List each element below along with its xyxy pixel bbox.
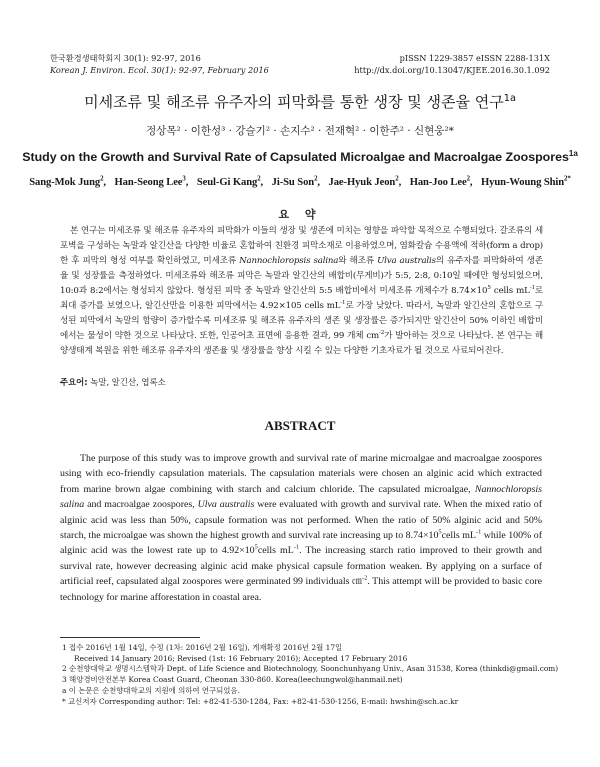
keywords-ko-list: 녹말, 알긴산, 엽록소 — [87, 377, 166, 387]
footnote-dates-en: Received 14 January 2016; Revised (1st: 16 February 2016); Accepted 17 February 2016 — [74, 653, 408, 663]
abstract-heading: ABSTRACT — [264, 418, 336, 433]
footnote-funding: a 이 논문은 순천향대학교의 지원에 의하여 연구되었음. — [62, 685, 240, 695]
footnote-dates-ko: 1 접수 2016년 1월 14일, 수정 (1차: 2016년 2월 16일), 게재확정 2016년 2월 17일 — [62, 643, 343, 652]
title-en-sup: 1a — [568, 148, 578, 158]
journal-citation-ko: 한국환경생태학회지 30(1): 92-97, 2016 — [50, 53, 201, 63]
footnote-divider — [60, 637, 200, 638]
title-ko-sup: 1a — [503, 93, 516, 104]
footnote-affiliation-3: 3 해양경비안전본부 Korea Coast Guard, Cheonan 330-860. Korea(leechungwol@hanmail.net) — [62, 675, 403, 685]
title-en — [0, 150, 600, 164]
author: Han-Joo Lee$^2$, — [409, 175, 473, 188]
abstract-ko-heading: 요 약 — [278, 208, 322, 221]
authors-ko: 정상목² · 이한성³ · 강슬기² · 손지수² · 전재혁² · 이한주² · 신현웅²* — [146, 125, 454, 137]
author: Sang-Mok Jung$^2$, — [29, 175, 106, 188]
keywords-ko-label: 주요어: — [60, 377, 88, 387]
journal-identifiers — [354, 52, 550, 76]
title-ko — [0, 91, 600, 112]
footnotes — [62, 643, 559, 707]
title-en-text: Study on the Growth and Survival Rate of Capsulated Microalgae and Macroalgae Zoospores — [22, 150, 569, 164]
author: Seul-Gi Kang$^2$, — [196, 175, 264, 188]
abstract-ko: 본 연구는 미세조류 및 해조류 유주자의 피막화가 이들의 생장 및 생존에 미치는 영향을 파악할 목적으로 수행되었다. 갈조류의 세포벽을 구성하는 녹말과 알긴산을 다양한 비율로 혼합하여 친환경 피막소재로 이용하였으며, 염화칼슘 수용액에 적하(form a drop)한 후 피막의 형성 여부를 확인하였고, 미세조류 Nannochloropsis salina와 해조류 Ulva australis의 유주자를 피막화하여 생존율 및 성장률을 측정하였다. 미세조류와 해조류 피막은 녹말과 알긴산의 배합비(무게비)가 5:5, 2:8, 0:10일 때에만 형성되었으며, 10:0과 8:2에서는 형성되지 않았다. 형성된 피막 중 녹말과 알긴산의 5:5 배합비에서 미세조류 개체수가 $8.74\times 10^5$ cells $mL^{-1}$로 최대 증가를 보였으나, 알긴산만을 이용한 피막에서는 4.92×105 cells $mL^{-1}$로 가장 낮았다. 따라서, 녹말과 알긴산의 혼합으로 구성된 피막에서 녹말의 함량이 증가할수록 미세조류 및 해조류 유주자의 생존 및 생장률은 증가되지만 알긴산이 50% 이하인 배합비에서는 물성이 약한 것으로 나타났다. 또한, 인공어초 표면에 응용한 결과, 99 개체 $cm^{-2}$가 발아하는 것으로 나타났다. 본 연구는 해양생태계 복원을 위한 해조류 유주자의 생존율 및 생장률을 향상 시킬 수 있는 다양한 기초자료가 될 것으로 사료되어진다. — [60, 226, 544, 356]
authors-en — [0, 177, 600, 188]
footnote-affiliation-2: 2 순천향대학교 생명시스템학과 Dept. of Life Science and Biotechnology, Soonchunhyang Univ., Asan 31538, Korea (thinkdi@gmail.com) — [62, 664, 559, 674]
journal-citation-en: Korean J. Environ. Ecol. 30(1): 92-97, February 2016 — [50, 65, 269, 75]
author: Han-Seong Lee$^3$, — [114, 175, 189, 188]
journal-citation — [50, 52, 269, 76]
author: Hyun-Woung Shin$^{2*}$ — [481, 175, 571, 188]
title-ko-text: 미세조류 및 해조류 유주자의 피막화를 통한 생장 및 생존율 연구 — [84, 93, 504, 111]
author: Jae-Hyuk Jeon$^2$, — [328, 175, 402, 188]
abstract-en: The purpose of this study was to improve growth and survival rate of marine microalgae and macroalgae zoospores using with eco-friendly capsulation materials. The capsulation materials were chosen an alginic acid which extracted from marine brown algae combining with starch and calcium chloride. The capsulated microalgae, Nannochloropsis salina and macroalgae zoospores, Ulva australis were evaluated with growth and survival rate. When the mixed ratio of alginic acid was less than 50%, capsule formation was not performed. When the ratio of 50% alginic acid and 50% starch, the microalgae was shown the highest growth and survival rate increasing up to $8.74\times 10^5cells$ $mL^{-1}$ while 100% of alginic acid was the lowest rate up to $4.92\times 10^5cells$ $mL^{-1}$. The increasing starch ratio improved to their growth and survival rate, however decreasing alginic acid make physical capsule formation weaken. By applying on a surface of artificial reef, capsulated algal zoospores were germinated 99 individuals ㎝$^{-2}$. This attempt will be provided to basic core technology for marine afforestation in coastal area. — [60, 453, 542, 603]
doi-link[interactable]: http://dx.doi.org/10.13047/KJEE.2016.30.1.092 — [354, 65, 550, 75]
keywords-ko — [60, 376, 166, 388]
author: Ji-Su Son$^2$, — [271, 175, 320, 188]
issn: pISSN 1229-3857 eISSN 2288-131X — [399, 53, 550, 63]
footnote-corresponding-author: * 교신저자 Corresponding author: Tel: +82-41-530-1284, Fax: +82-41-530-1256, E-mail: hwshin@sch.ac.kr — [62, 696, 459, 706]
